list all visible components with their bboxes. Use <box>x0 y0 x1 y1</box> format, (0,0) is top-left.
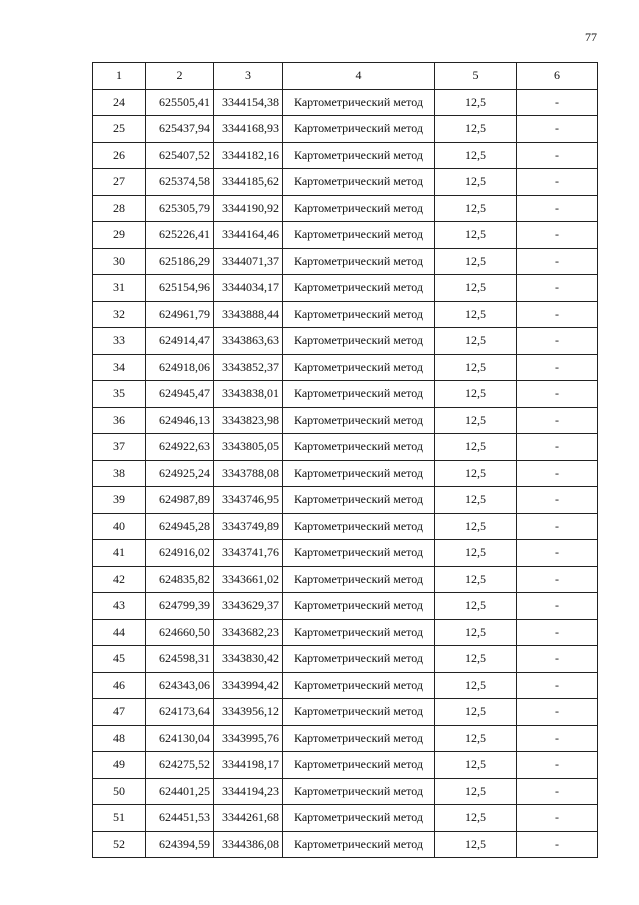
point-number-cell: 45 <box>93 646 146 673</box>
method-cell: Картометрический метод <box>283 513 435 540</box>
accuracy-cell: 12,5 <box>435 752 517 779</box>
point-number-cell: 40 <box>93 513 146 540</box>
accuracy-cell: 12,5 <box>435 195 517 222</box>
point-number-cell: 46 <box>93 672 146 699</box>
accuracy-cell: 12,5 <box>435 566 517 593</box>
y-coordinate-cell: 3344386,08 <box>214 831 283 858</box>
x-coordinate-cell: 624130,04 <box>146 725 214 752</box>
y-coordinate-cell: 3343741,76 <box>214 540 283 567</box>
table-row <box>93 646 598 673</box>
method-cell: Картометрический метод <box>283 328 435 355</box>
method-cell: Картометрический метод <box>283 566 435 593</box>
y-coordinate-cell: 3343805,05 <box>214 434 283 461</box>
y-coordinate-cell: 3344164,46 <box>214 222 283 249</box>
x-coordinate-cell: 624961,79 <box>146 301 214 328</box>
x-coordinate-cell: 625437,94 <box>146 116 214 143</box>
x-coordinate-cell: 624451,53 <box>146 805 214 832</box>
method-cell: Картометрический метод <box>283 354 435 381</box>
note-cell: - <box>517 672 598 699</box>
method-cell: Картометрический метод <box>283 407 435 434</box>
x-coordinate-cell: 624401,25 <box>146 778 214 805</box>
accuracy-cell: 12,5 <box>435 487 517 514</box>
method-cell: Картометрический метод <box>283 699 435 726</box>
accuracy-cell: 12,5 <box>435 725 517 752</box>
method-cell: Картометрический метод <box>283 275 435 302</box>
accuracy-cell: 12,5 <box>435 805 517 832</box>
note-cell: - <box>517 540 598 567</box>
note-cell: - <box>517 222 598 249</box>
y-coordinate-cell: 3344071,37 <box>214 248 283 275</box>
y-coordinate-cell: 3343838,01 <box>214 381 283 408</box>
point-number-cell: 50 <box>93 778 146 805</box>
table-row <box>93 805 598 832</box>
y-coordinate-cell: 3343852,37 <box>214 354 283 381</box>
method-cell: Картометрический метод <box>283 116 435 143</box>
point-number-cell: 35 <box>93 381 146 408</box>
table-row <box>93 222 598 249</box>
coordinates-table <box>92 62 598 858</box>
point-number-cell: 24 <box>93 89 146 116</box>
point-number-cell: 49 <box>93 752 146 779</box>
method-cell: Картометрический метод <box>283 805 435 832</box>
column-header-4: 4 <box>283 63 435 90</box>
y-coordinate-cell: 3343661,02 <box>214 566 283 593</box>
note-cell: - <box>517 169 598 196</box>
header-row <box>93 63 598 90</box>
note-cell: - <box>517 248 598 275</box>
table-row <box>93 593 598 620</box>
method-cell: Картометрический метод <box>283 89 435 116</box>
x-coordinate-cell: 624916,02 <box>146 540 214 567</box>
table-row <box>93 89 598 116</box>
note-cell: - <box>517 354 598 381</box>
point-number-cell: 41 <box>93 540 146 567</box>
method-cell: Картометрический метод <box>283 169 435 196</box>
y-coordinate-cell: 3343956,12 <box>214 699 283 726</box>
x-coordinate-cell: 624987,89 <box>146 487 214 514</box>
point-number-cell: 38 <box>93 460 146 487</box>
point-number-cell: 52 <box>93 831 146 858</box>
note-cell: - <box>517 699 598 726</box>
y-coordinate-cell: 3343863,63 <box>214 328 283 355</box>
note-cell: - <box>517 460 598 487</box>
x-coordinate-cell: 624945,47 <box>146 381 214 408</box>
table-row <box>93 540 598 567</box>
method-cell: Картометрический метод <box>283 593 435 620</box>
point-number-cell: 47 <box>93 699 146 726</box>
table-row <box>93 434 598 461</box>
note-cell: - <box>517 646 598 673</box>
point-number-cell: 42 <box>93 566 146 593</box>
table-row <box>93 725 598 752</box>
accuracy-cell: 12,5 <box>435 89 517 116</box>
note-cell: - <box>517 116 598 143</box>
note-cell: - <box>517 434 598 461</box>
note-cell: - <box>517 275 598 302</box>
y-coordinate-cell: 3344154,38 <box>214 89 283 116</box>
accuracy-cell: 12,5 <box>435 222 517 249</box>
table-row <box>93 381 598 408</box>
y-coordinate-cell: 3344168,93 <box>214 116 283 143</box>
point-number-cell: 33 <box>93 328 146 355</box>
method-cell: Картометрический метод <box>283 487 435 514</box>
method-cell: Картометрический метод <box>283 460 435 487</box>
table-row <box>93 831 598 858</box>
point-number-cell: 37 <box>93 434 146 461</box>
table-row <box>93 699 598 726</box>
note-cell: - <box>517 778 598 805</box>
accuracy-cell: 12,5 <box>435 646 517 673</box>
note-cell: - <box>517 805 598 832</box>
x-coordinate-cell: 625505,41 <box>146 89 214 116</box>
y-coordinate-cell: 3344034,17 <box>214 275 283 302</box>
table-row <box>93 778 598 805</box>
accuracy-cell: 12,5 <box>435 301 517 328</box>
y-coordinate-cell: 3344190,92 <box>214 195 283 222</box>
accuracy-cell: 12,5 <box>435 831 517 858</box>
x-coordinate-cell: 624394,59 <box>146 831 214 858</box>
note-cell: - <box>517 513 598 540</box>
note-cell: - <box>517 301 598 328</box>
y-coordinate-cell: 3344261,68 <box>214 805 283 832</box>
x-coordinate-cell: 624925,24 <box>146 460 214 487</box>
y-coordinate-cell: 3343746,95 <box>214 487 283 514</box>
x-coordinate-cell: 624914,47 <box>146 328 214 355</box>
point-number-cell: 31 <box>93 275 146 302</box>
accuracy-cell: 12,5 <box>435 434 517 461</box>
y-coordinate-cell: 3343888,44 <box>214 301 283 328</box>
method-cell: Картометрический метод <box>283 752 435 779</box>
method-cell: Картометрический метод <box>283 195 435 222</box>
accuracy-cell: 12,5 <box>435 169 517 196</box>
x-coordinate-cell: 625374,58 <box>146 169 214 196</box>
method-cell: Картометрический метод <box>283 725 435 752</box>
x-coordinate-cell: 624799,39 <box>146 593 214 620</box>
note-cell: - <box>517 195 598 222</box>
table-row <box>93 752 598 779</box>
accuracy-cell: 12,5 <box>435 699 517 726</box>
table-row <box>93 116 598 143</box>
method-cell: Картометрический метод <box>283 434 435 461</box>
x-coordinate-cell: 625154,96 <box>146 275 214 302</box>
accuracy-cell: 12,5 <box>435 381 517 408</box>
y-coordinate-cell: 3344182,16 <box>214 142 283 169</box>
point-number-cell: 44 <box>93 619 146 646</box>
accuracy-cell: 12,5 <box>435 460 517 487</box>
point-number-cell: 29 <box>93 222 146 249</box>
x-coordinate-cell: 624598,31 <box>146 646 214 673</box>
y-coordinate-cell: 3344185,62 <box>214 169 283 196</box>
x-coordinate-cell: 625407,52 <box>146 142 214 169</box>
accuracy-cell: 12,5 <box>435 116 517 143</box>
accuracy-cell: 12,5 <box>435 619 517 646</box>
point-number-cell: 34 <box>93 354 146 381</box>
note-cell: - <box>517 566 598 593</box>
note-cell: - <box>517 593 598 620</box>
point-number-cell: 32 <box>93 301 146 328</box>
method-cell: Картометрический метод <box>283 248 435 275</box>
accuracy-cell: 12,5 <box>435 142 517 169</box>
note-cell: - <box>517 487 598 514</box>
method-cell: Картометрический метод <box>283 778 435 805</box>
table-row <box>93 248 598 275</box>
table-row <box>93 513 598 540</box>
table-row <box>93 142 598 169</box>
x-coordinate-cell: 624918,06 <box>146 354 214 381</box>
table-row <box>93 619 598 646</box>
note-cell: - <box>517 619 598 646</box>
accuracy-cell: 12,5 <box>435 513 517 540</box>
accuracy-cell: 12,5 <box>435 593 517 620</box>
x-coordinate-cell: 625305,79 <box>146 195 214 222</box>
y-coordinate-cell: 3343994,42 <box>214 672 283 699</box>
note-cell: - <box>517 142 598 169</box>
accuracy-cell: 12,5 <box>435 248 517 275</box>
point-number-cell: 36 <box>93 407 146 434</box>
y-coordinate-cell: 3343823,98 <box>214 407 283 434</box>
note-cell: - <box>517 725 598 752</box>
y-coordinate-cell: 3343682,23 <box>214 619 283 646</box>
method-cell: Картометрический метод <box>283 831 435 858</box>
note-cell: - <box>517 89 598 116</box>
note-cell: - <box>517 752 598 779</box>
x-coordinate-cell: 624835,82 <box>146 566 214 593</box>
column-header-6: 6 <box>517 63 598 90</box>
x-coordinate-cell: 624946,13 <box>146 407 214 434</box>
x-coordinate-cell: 624343,06 <box>146 672 214 699</box>
x-coordinate-cell: 624922,63 <box>146 434 214 461</box>
point-number-cell: 43 <box>93 593 146 620</box>
note-cell: - <box>517 407 598 434</box>
note-cell: - <box>517 831 598 858</box>
accuracy-cell: 12,5 <box>435 328 517 355</box>
column-header-5: 5 <box>435 63 517 90</box>
point-number-cell: 27 <box>93 169 146 196</box>
point-number-cell: 28 <box>93 195 146 222</box>
method-cell: Картометрический метод <box>283 222 435 249</box>
x-coordinate-cell: 624945,28 <box>146 513 214 540</box>
table-row <box>93 328 598 355</box>
accuracy-cell: 12,5 <box>435 672 517 699</box>
y-coordinate-cell: 3343830,42 <box>214 646 283 673</box>
method-cell: Картометрический метод <box>283 672 435 699</box>
x-coordinate-cell: 625186,29 <box>146 248 214 275</box>
method-cell: Картометрический метод <box>283 646 435 673</box>
method-cell: Картометрический метод <box>283 540 435 567</box>
table-row <box>93 301 598 328</box>
y-coordinate-cell: 3344198,17 <box>214 752 283 779</box>
x-coordinate-cell: 624173,64 <box>146 699 214 726</box>
column-header-2: 2 <box>146 63 214 90</box>
accuracy-cell: 12,5 <box>435 540 517 567</box>
table-header <box>93 63 598 90</box>
table-row <box>93 169 598 196</box>
column-header-3: 3 <box>214 63 283 90</box>
note-cell: - <box>517 381 598 408</box>
point-number-cell: 48 <box>93 725 146 752</box>
table-row <box>93 460 598 487</box>
point-number-cell: 26 <box>93 142 146 169</box>
note-cell: - <box>517 328 598 355</box>
table-row <box>93 407 598 434</box>
table-row <box>93 354 598 381</box>
point-number-cell: 39 <box>93 487 146 514</box>
point-number-cell: 30 <box>93 248 146 275</box>
accuracy-cell: 12,5 <box>435 275 517 302</box>
table-row <box>93 672 598 699</box>
method-cell: Картометрический метод <box>283 142 435 169</box>
method-cell: Картометрический метод <box>283 619 435 646</box>
accuracy-cell: 12,5 <box>435 407 517 434</box>
y-coordinate-cell: 3344194,23 <box>214 778 283 805</box>
y-coordinate-cell: 3343995,76 <box>214 725 283 752</box>
x-coordinate-cell: 625226,41 <box>146 222 214 249</box>
method-cell: Картометрический метод <box>283 381 435 408</box>
accuracy-cell: 12,5 <box>435 778 517 805</box>
point-number-cell: 25 <box>93 116 146 143</box>
page-number: 77 <box>585 30 597 44</box>
y-coordinate-cell: 3343788,08 <box>214 460 283 487</box>
table-row <box>93 275 598 302</box>
accuracy-cell: 12,5 <box>435 354 517 381</box>
y-coordinate-cell: 3343629,37 <box>214 593 283 620</box>
y-coordinate-cell: 3343749,89 <box>214 513 283 540</box>
x-coordinate-cell: 624275,52 <box>146 752 214 779</box>
method-cell: Картометрический метод <box>283 301 435 328</box>
table-row <box>93 195 598 222</box>
table-body <box>93 89 598 858</box>
x-coordinate-cell: 624660,50 <box>146 619 214 646</box>
column-header-1: 1 <box>93 63 146 90</box>
table-row <box>93 566 598 593</box>
point-number-cell: 51 <box>93 805 146 832</box>
table-row <box>93 487 598 514</box>
